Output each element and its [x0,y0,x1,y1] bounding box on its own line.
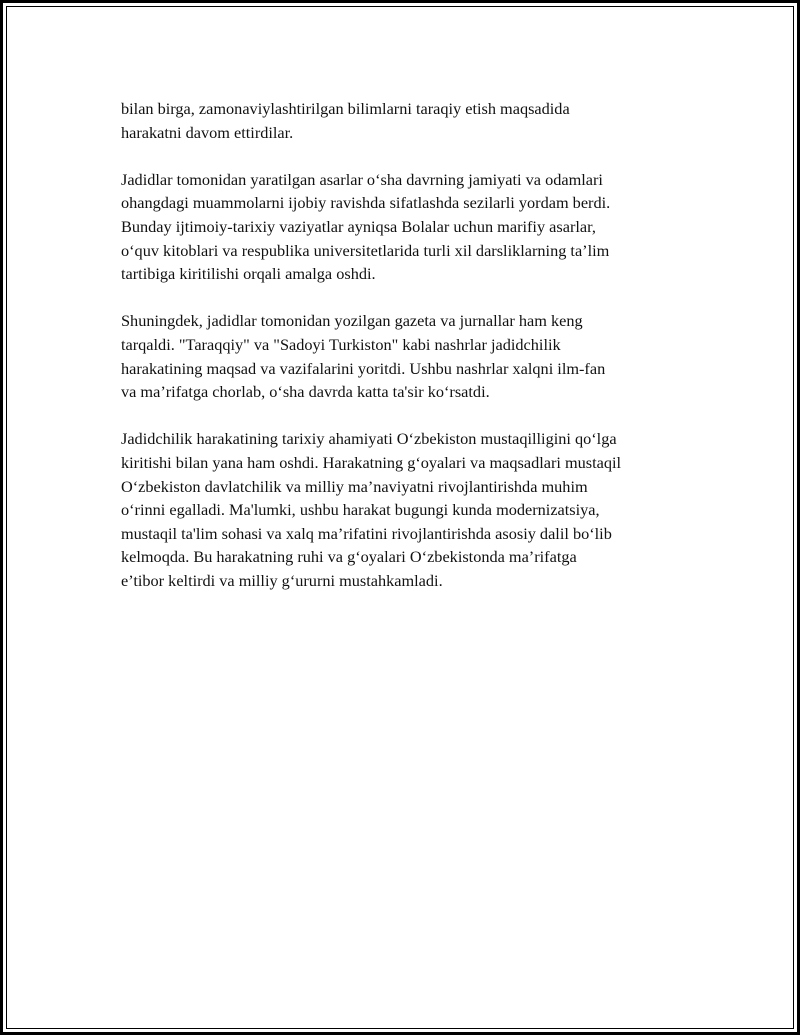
text-line: harakatni davom ettirdilar. [121,122,294,142]
text-line: O‘zbekiston davlatchilik va milliy ma’naviyatni rivojlantirishda muhim [121,476,588,496]
text-line: va ma’rifatga chorlab, o‘sha davrda katta ta'sir ko‘rsatdi. [121,382,490,402]
text-line: Shuningdek, jadidlar tomonidan yozilgan gazeta va jurnallar ham keng [121,311,583,331]
text-line: e’tibor keltirdi va milliy g‘ururni mustahkamladi. [121,570,443,590]
paragraph-2 [121,168,701,286]
text-line: mustaqil ta'lim sohasi va xalq ma’rifatini rivojlantirishda asosiy dalil bo‘lib [121,523,612,543]
text-line: harakatining maqsad va vazifalarini yoritdi. Ushbu nashrlar xalqni ilm-fan [121,358,606,378]
text-line: kiritishi bilan yana ham oshdi. Harakatning g‘oyalari va maqsadlari mustaqil [121,452,622,472]
text-line: tartibiga kiritilishi orqali amalga oshdi. [121,264,376,284]
paragraph-3 [121,309,701,403]
text-line: ohangdagi muammolarni ijobiy ravishda sifatlashda sezilarli yordam berdi. [121,193,611,213]
document-body [121,97,701,616]
text-line: Bunday ijtimoiy-tarixiy vaziyatlar ayniqsa Bolalar uchun marifiy asarlar, [121,216,596,236]
text-line: Jadidlar tomonidan yaratilgan asarlar o‘sha davrning jamiyati va odamlari [121,169,603,189]
paragraph-4 [121,427,701,592]
text-line: o‘rinni egalladi. Ma'lumki, ushbu harakat bugungi kunda modernizatsiya, [121,500,600,520]
text-line: tarqaldi. "Taraqqiy" va "Sadoyi Turkiston" kabi nashrlar jadidchilik [121,334,561,354]
text-line: Jadidchilik harakatining tarixiy ahamiyati O‘zbekiston mustaqilligini qo‘lga [121,429,617,449]
paragraph-1 [121,97,701,144]
text-line: kelmoqda. Bu harakatning ruhi va g‘oyalari O‘zbekistonda ma’rifatga [121,547,577,567]
text-line: o‘quv kitoblari va respublika universitetlarida turli xil darsliklarning ta’lim [121,240,610,260]
text-line: bilan birga, zamonaviylashtirilgan bilimlarni taraqiy etish maqsadida [121,99,570,118]
